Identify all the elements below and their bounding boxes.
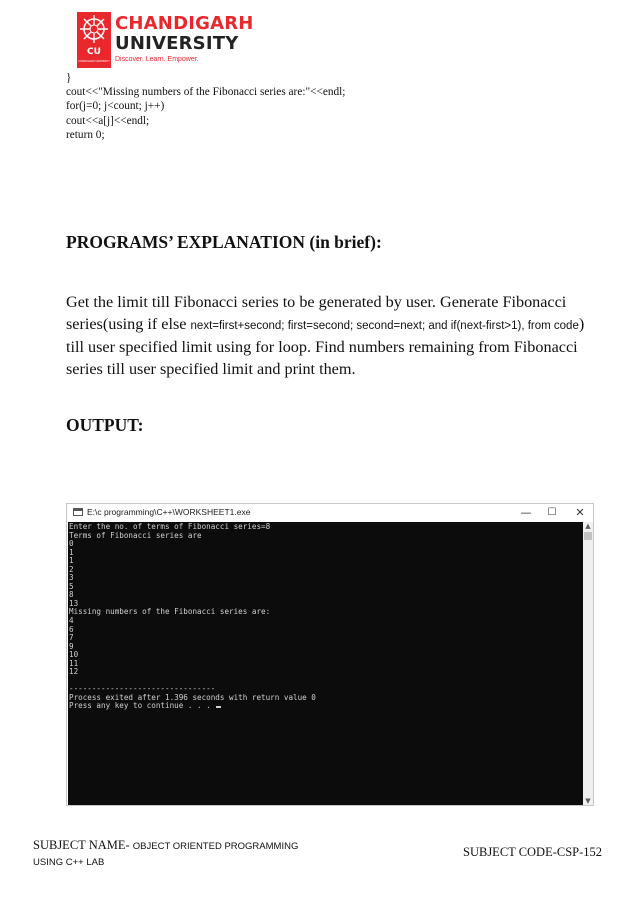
scroll-down-icon[interactable]: ▼	[585, 797, 591, 805]
output-heading: OUTPUT:	[66, 415, 144, 435]
subject-name-label: SUBJECT NAME-	[33, 838, 130, 852]
console-line: 7	[69, 633, 74, 643]
console-prompt-text: Press any key to continue . . .	[69, 701, 216, 711]
logo-line-2: UNIVERSITY	[115, 33, 239, 54]
console-line: 11	[69, 658, 79, 668]
seal-text: CU	[87, 47, 101, 57]
console-line: --------------------------------	[69, 684, 216, 694]
console-line: 9	[69, 641, 74, 651]
console-titlebar	[67, 504, 593, 522]
console-line: 6	[69, 624, 74, 634]
code-line: for(j=0; j<count; j++)	[66, 100, 165, 113]
console-line: 2	[69, 564, 74, 574]
console-line: Missing numbers of the Fibonacci series are:	[69, 607, 271, 617]
explanation-text-1: Get the limit till Fibonacci series to be generated by user. Generate Fibonacci series(using if else	[66, 293, 567, 333]
footer-subject-code: SUBJECT CODE-CSP-152	[463, 845, 603, 859]
code-line: cout<<"Missing numbers of the Fibonacci series are:"<<endl;	[66, 86, 346, 99]
explanation-text-2: ) till user specified limit using for loop. Find numbers remaining from Fibonacci series till user specified limit and print them.	[66, 314, 585, 378]
console-scrollbar[interactable]	[583, 522, 593, 805]
code-line: cout<<a[j]<<endl;	[66, 114, 150, 127]
console-line: Enter the no. of terms of Fibonacci series=8	[69, 522, 271, 531]
console-line: Process exited after 1.396 seconds with return value 0	[69, 692, 316, 702]
console-line: 1	[69, 556, 74, 566]
footer-subject-name	[33, 837, 298, 871]
console-line: 0	[69, 539, 74, 549]
console-cursor	[216, 706, 221, 708]
seal-subtext: CHANDIGARH UNIVERSITY	[78, 60, 110, 63]
console-prompt-line	[69, 702, 583, 711]
scroll-up-icon[interactable]: ▲	[585, 522, 591, 530]
console-line: 1	[69, 547, 74, 557]
console-output	[68, 522, 583, 805]
university-logo	[77, 12, 254, 68]
console-title: E:\c programming\C++\WORKSHEET1.exe	[87, 507, 251, 517]
maximize-button[interactable]: ☐	[547, 507, 557, 518]
console-line: 8	[69, 590, 74, 600]
console-line: 4	[69, 616, 74, 626]
console-line: 3	[69, 573, 74, 583]
console-app-icon	[73, 508, 83, 516]
code-line: return 0;	[66, 128, 105, 141]
console-window	[66, 503, 594, 806]
code-snippet	[66, 71, 345, 142]
scroll-thumb[interactable]	[584, 532, 592, 540]
console-line: 13	[69, 598, 79, 608]
subject-name: OBJECT ORIENTED PROGRAMMING	[132, 841, 299, 852]
console-line: 12	[69, 667, 79, 677]
explanation-paragraph	[66, 292, 586, 380]
console-line: Terms of Fibonacci series are	[69, 530, 202, 540]
logo-line-1: CHANDIGARH	[115, 13, 254, 34]
subject-name-line-2: USING C++ LAB	[33, 857, 105, 868]
console-line: 10	[69, 650, 79, 660]
minimize-button[interactable]: —	[520, 506, 532, 519]
explanation-code-text: next=first+second; first=second; second=next; and if(next-first>1), from code	[190, 319, 579, 332]
university-seal-icon	[77, 12, 111, 68]
console-line: 5	[69, 581, 74, 591]
explanation-heading: PROGRAMS’ EXPLANATION (in brief):	[66, 232, 382, 252]
code-line: }	[66, 72, 72, 84]
logo-tagline: Discover. Learn. Empower.	[115, 56, 199, 63]
close-button[interactable]: ✕	[575, 506, 585, 519]
